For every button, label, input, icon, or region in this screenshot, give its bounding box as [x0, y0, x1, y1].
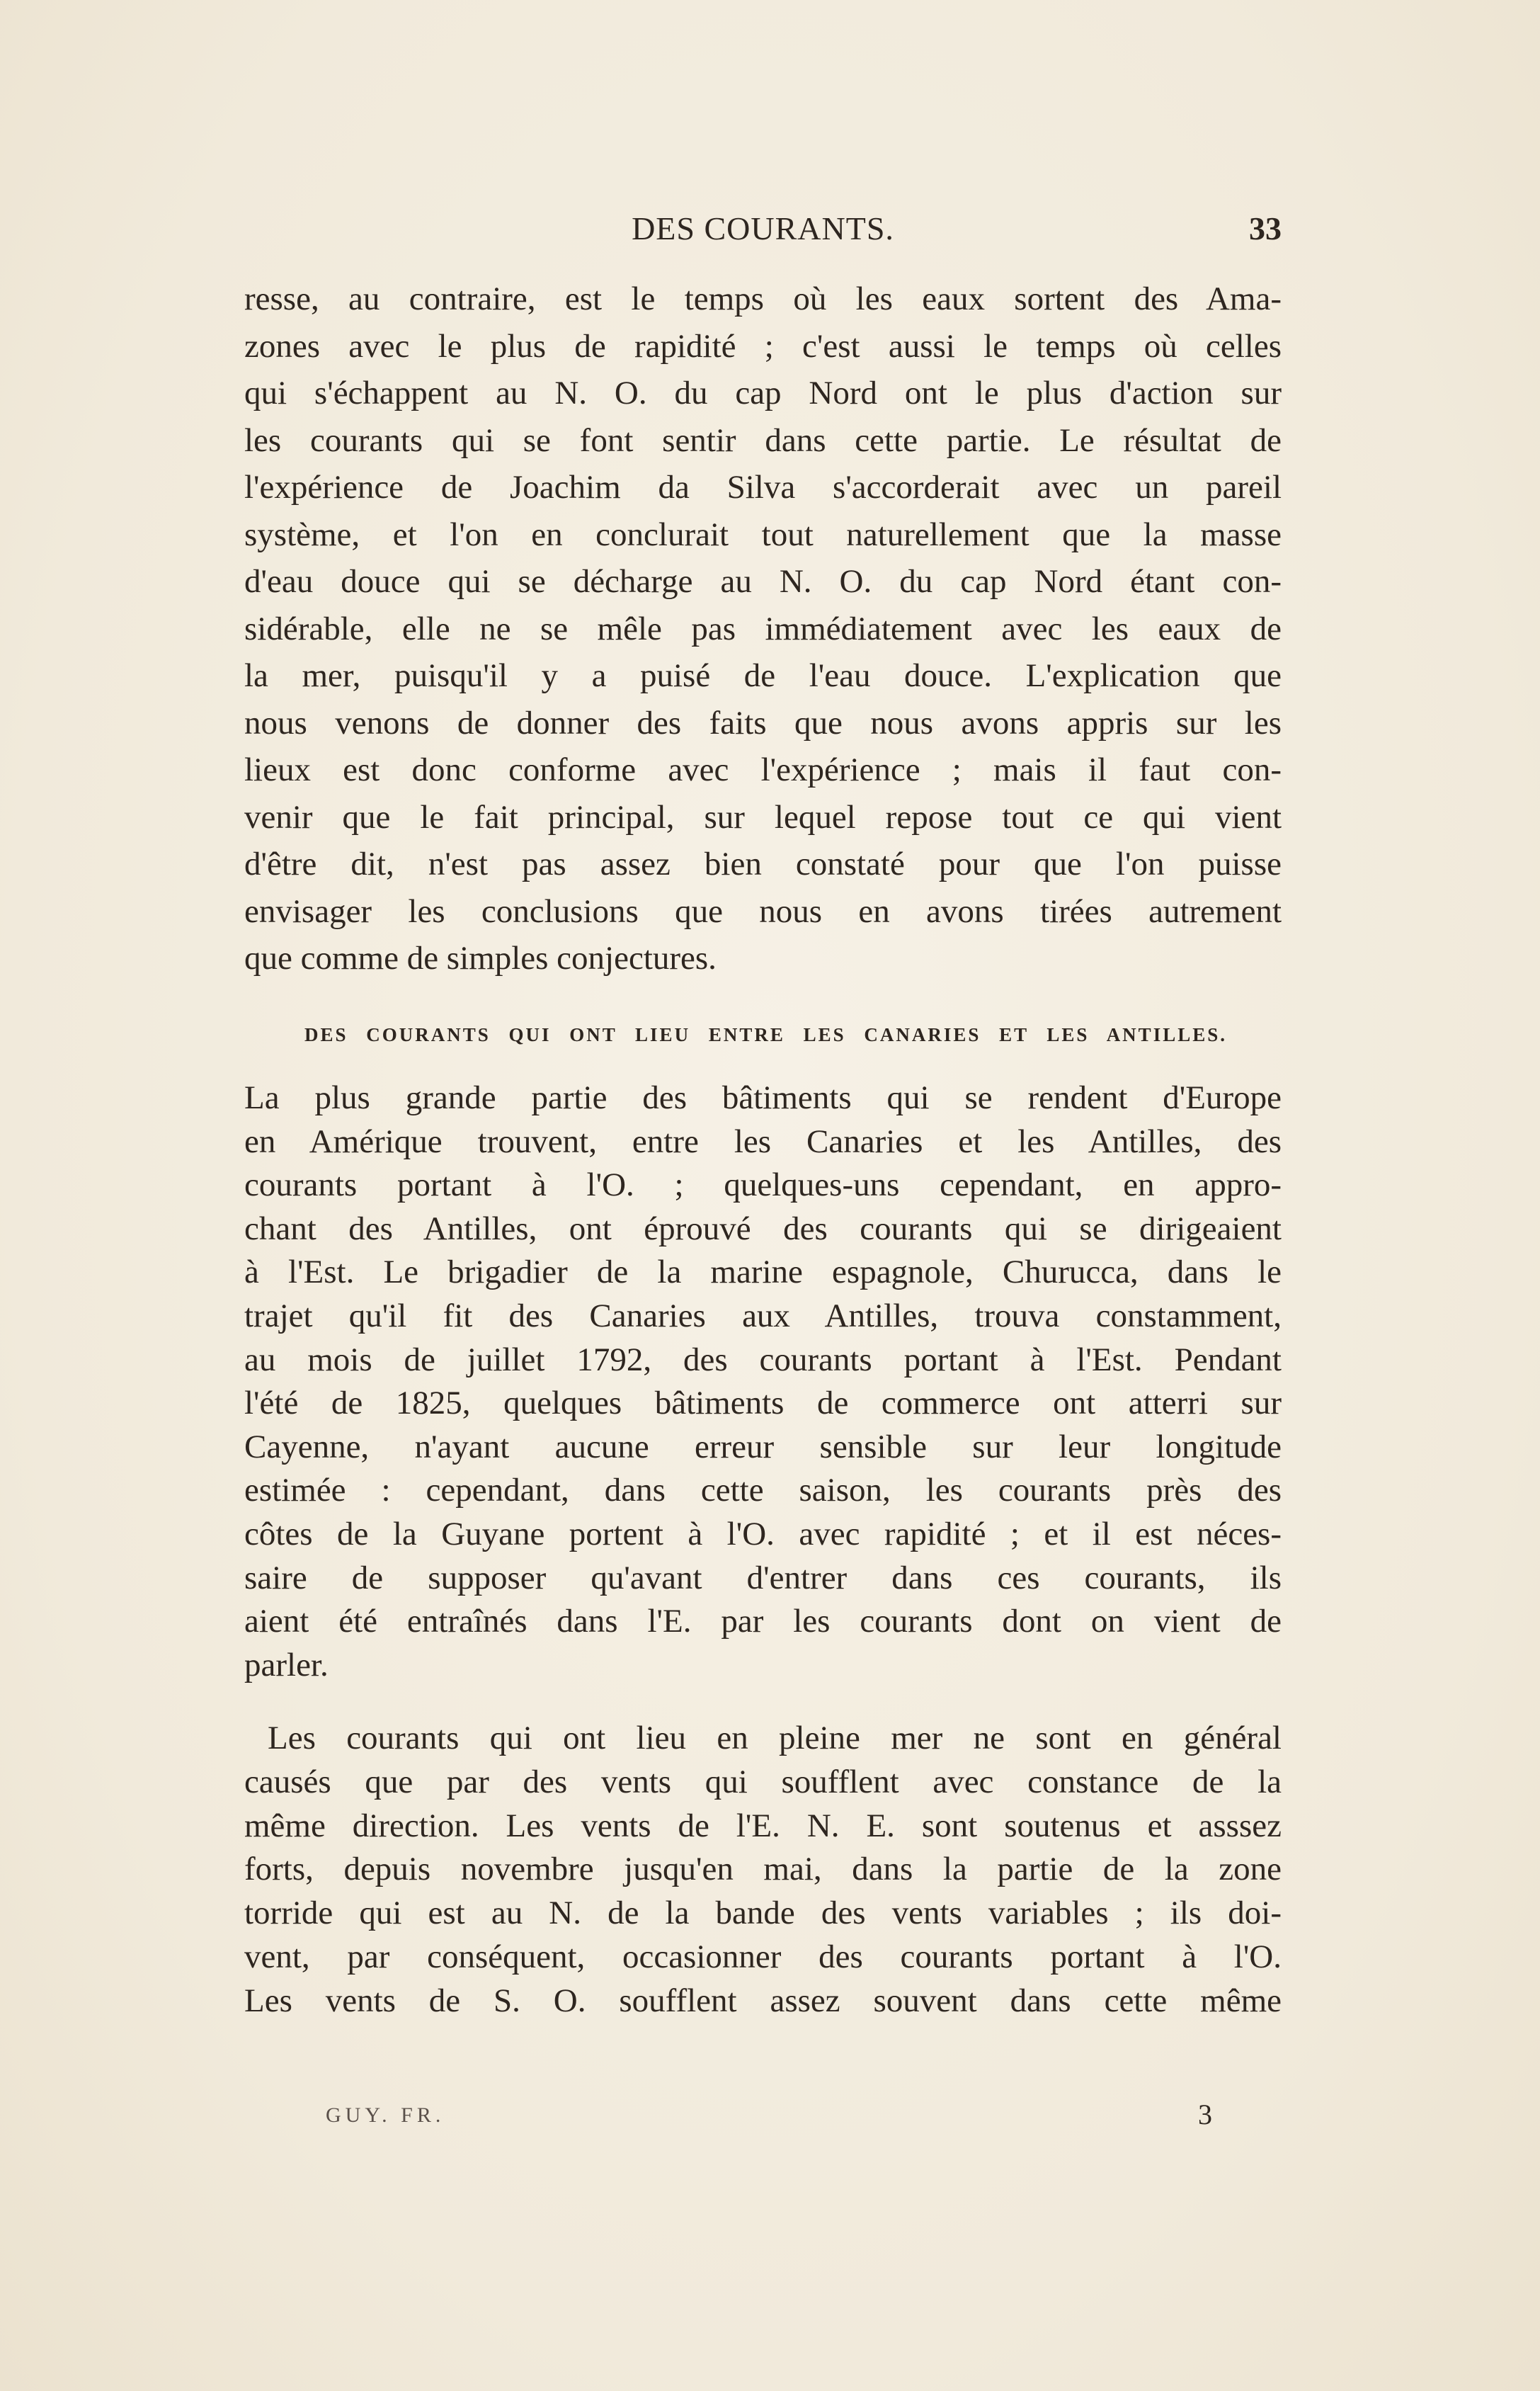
- para1-line: d'être dit, n'est pas assez bien constaté pour que l'on puisse: [244, 846, 1282, 882]
- para2-line: trajet qu'il fit des Canaries aux Antilles, trouva constamment,: [244, 1297, 1282, 1334]
- para1-line: venir que le fait principal, sur lequel repose tout ce qui vient: [244, 798, 1282, 836]
- para2-line: en Amérique trouvent, entre les Canaries et les Antilles, des: [244, 1123, 1282, 1160]
- para2-line: parler.: [244, 1646, 329, 1683]
- para2-line: saire de supposer qu'avant d'entrer dans ces courants, ils: [244, 1559, 1282, 1596]
- para1-line: qui s'échappent au N. O. du cap Nord ont le plus d'action sur: [244, 375, 1282, 411]
- para2-line: aient été entraînés dans l'E. par les courants dont on vient de: [244, 1603, 1282, 1640]
- para2-line: chant des Antilles, ont éprouvé des courants qui se dirigeaient: [244, 1210, 1282, 1247]
- section-heading: DES COURANTS QUI ONT LIEU ENTRE LES CANARIES ET LES ANTILLES.: [304, 1024, 1227, 1045]
- para2-line: à l'Est. Le brigadier de la marine espagnole, Churucca, dans le: [244, 1254, 1282, 1291]
- para1-line: d'eau douce qui se décharge au N. O. du cap Nord étant con-: [244, 563, 1282, 600]
- para1-line: zones avec le plus de rapidité ; c'est aussi le temps où celles: [244, 327, 1282, 365]
- para1-line: l'expérience de Joachim da Silva s'accorderait avec un pareil: [244, 469, 1282, 506]
- page-number: 33: [1249, 210, 1282, 246]
- para1-line: les courants qui se font sentir dans cette partie. Le résultat de: [244, 421, 1282, 459]
- para2-line: côtes de la Guyane portent à l'O. avec rapidité ; et il est néces-: [244, 1516, 1282, 1552]
- para3-line: torride qui est au N. de la bande des vents variables ; ils doi-: [244, 1895, 1282, 1932]
- para1-line: la mer, puisqu'il y a puisé de l'eau douce. L'explication que: [244, 657, 1282, 694]
- para1-line: système, et l'on en conclurait tout naturellement que la masse: [244, 516, 1282, 553]
- para3-line: forts, depuis novembre jusqu'en mai, dans la partie de la zone: [244, 1851, 1282, 1888]
- para2-line: Cayenne, n'ayant aucune erreur sensible sur leur longitude: [244, 1428, 1282, 1465]
- para1-line: nous venons de donner des faits que nous avons appris sur les: [244, 704, 1282, 742]
- para3-line: vent, par conséquent, occasionner des courants portant à l'O.: [244, 1938, 1282, 1975]
- para1-line: sidérable, elle ne se mêle pas immédiatement avec les eaux de: [244, 610, 1282, 647]
- signature-mark: GUY. FR.: [326, 2103, 445, 2127]
- para3-line: Les vents de S. O. soufflent assez souvent dans cette même: [244, 1982, 1282, 2019]
- para2-line: l'été de 1825, quelques bâtiments de commerce ont atterri sur: [244, 1385, 1282, 1422]
- para3-line: causés que par des vents qui soufflent avec constance de la: [244, 1763, 1282, 1800]
- running-title: DES COURANTS.: [632, 210, 894, 246]
- para1-line: envisager les conclusions que nous en avons tirées autrement: [244, 892, 1282, 930]
- sheet-number: 3: [1198, 2098, 1212, 2130]
- para2-line: La plus grande partie des bâtiments qui se rendent d'Europe: [244, 1079, 1282, 1116]
- para1-line: que comme de simples conjectures.: [244, 940, 717, 977]
- para1-line: lieux est donc conforme avec l'expérience ; mais il faut con-: [244, 751, 1282, 788]
- para3-line: Les courants qui ont lieu en pleine mer ne sont en général: [268, 1720, 1282, 1756]
- para2-line: courants portant à l'O. ; quelques-uns cependant, en appro-: [244, 1166, 1282, 1204]
- para3-line: même direction. Les vents de l'E. N. E. sont soutenus et asssez: [244, 1807, 1282, 1844]
- para2-line: au mois de juillet 1792, des courants portant à l'Est. Pendant: [244, 1341, 1282, 1378]
- para2-line: estimée : cependant, dans cette saison, les courants près des: [244, 1472, 1282, 1509]
- running-header: [244, 210, 1282, 252]
- para1-line: resse, au contraire, est le temps où les eaux sortent des Ama-: [244, 280, 1282, 317]
